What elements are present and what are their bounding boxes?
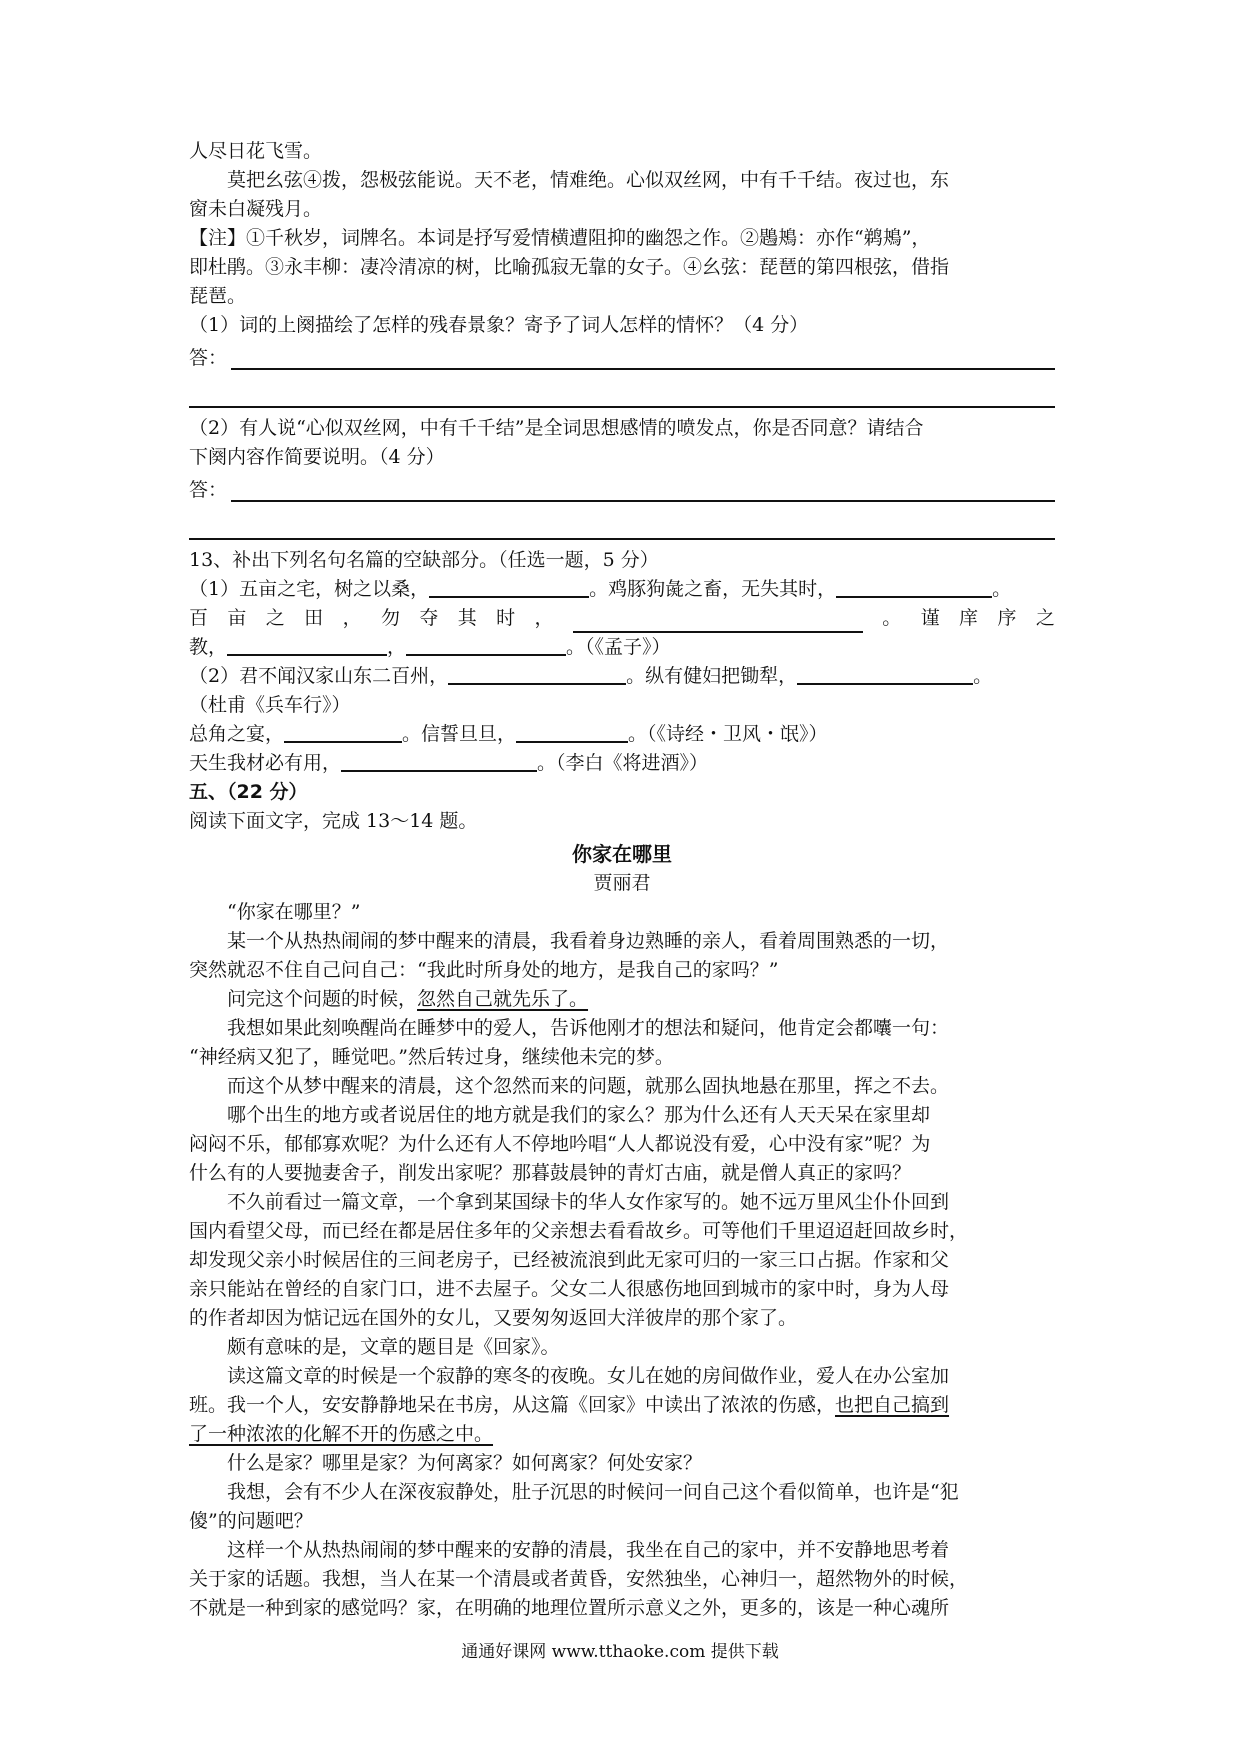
blank-prompt: 总角之宴， <box>189 723 285 745</box>
blank-prompt: 。 <box>973 665 993 687</box>
blank-prompt: 。 <box>992 578 1012 600</box>
content-column <box>189 137 1055 1623</box>
article-paragraph <box>189 1420 1055 1449</box>
text-char: 夺 <box>419 607 439 629</box>
blank-prompt: 。（《诗经・卫风・氓》） <box>628 723 828 745</box>
answer-line[interactable] <box>231 478 1055 502</box>
question-12-2: 下阕内容作简要说明。（4 分） <box>189 446 445 468</box>
fill-blank-line <box>189 662 1055 691</box>
text-char: 勿 <box>380 607 400 629</box>
paragraph-text: 问完这个问题的时候， <box>227 988 418 1010</box>
article-paragraph: “你家在哪里？” <box>227 901 361 923</box>
blank-prompt: ， <box>387 636 407 658</box>
answer-line[interactable] <box>231 346 1055 370</box>
article-paragraph: 什么是家？哪里是家？为何离家？如何离家？何处安家？ <box>227 1452 703 1474</box>
blank[interactable] <box>448 663 626 685</box>
blank[interactable] <box>797 663 973 685</box>
fill-blank-line <box>189 720 1055 749</box>
article-paragraph: 国内看望父母，而已经在都是居住多年的父亲想去看看故乡。可等他们千里迢迢赶回故乡时， <box>189 1220 969 1242</box>
fill-blank-line <box>189 749 1055 778</box>
article-paragraph: 而这个从梦中醒来的清晨，这个忽然而来的问题，就那么固执地悬在那里，挥之不去。 <box>227 1075 950 1097</box>
answer-label: 答： <box>189 347 228 369</box>
article-paragraph: 不就是一种到家的感觉吗？家，在明确的地理位置所示意义之外，更多的，该是一种心魂所 <box>189 1597 950 1619</box>
text-char: 百 <box>189 607 209 629</box>
blank-prompt: 。信誓旦旦， <box>402 723 517 745</box>
article-title: 你家在哪里 <box>572 842 672 866</box>
text-char: 之 <box>1035 607 1055 629</box>
article-paragraph: 关于家的话题。我想，当人在某一个清晨或者黄昏，安然独坐，心神归一，超然物外的时候， <box>189 1568 969 1590</box>
article-paragraph: 我想，会有不少人在深夜寂静处，肚子沉思的时候问一问自己这个看似简单，也许是“犯 <box>227 1481 959 1503</box>
fill-blank-line <box>189 633 1055 662</box>
section-instruction: 阅读下面文字，完成 13～14 题。 <box>189 810 478 832</box>
blank-prompt: （2）君不闻汉家山东二百州， <box>189 665 449 687</box>
article-paragraph: 傻”的问题吧？ <box>189 1510 313 1532</box>
article-paragraph: 某一个从热热闹闹的梦中醒来的清晨，我看着身边熟睡的亲人，看着周围熟悉的一切， <box>227 930 950 952</box>
page-footer: 通通好课网 www.tthaoke.com 提供下载 <box>461 1642 779 1662</box>
answer-line[interactable] <box>189 404 1055 408</box>
answer-row <box>189 472 1055 502</box>
article-paragraph: 突然就忍不住自己问自己：“我此时所身处的地方，是我自己的家吗？” <box>189 959 779 981</box>
text-char: 之 <box>265 607 285 629</box>
poem-note: 即杜鹃。③永丰柳：凄冷清凉的树，比喻孤寂无靠的女子。④幺弦：琵琶的第四根弦，借指 <box>189 256 950 278</box>
question-12-1: （1）词的上阕描绘了怎样的残春景象？寄予了词人怎样的情怀？（4 分） <box>189 314 809 336</box>
question-13-heading: 13、补出下列名句名篇的空缺部分。（任选一题，5 分） <box>189 549 659 571</box>
underlined-sentence: 忽然自己就先乐了。 <box>417 988 589 1010</box>
article-paragraph <box>189 985 1055 1014</box>
article-paragraph <box>189 1391 1055 1420</box>
text-char: ， <box>342 607 362 629</box>
poem-line: 窗未白凝残月。 <box>189 198 323 220</box>
paragraph-text: 班。我一个人，安安静静地呆在书房，从这篇《回家》中读出了浓浓的伤感， <box>189 1394 836 1416</box>
article-paragraph: 却发现父亲小时候居住的三间老房子，已经被流浪到此无家可归的一家三口占据。作家和父 <box>189 1249 950 1271</box>
blank[interactable] <box>516 721 628 743</box>
blank-prompt: 。纵有健妇把锄犁， <box>626 665 798 687</box>
article-paragraph: 哪个出生的地方或者说居住的地方就是我们的家么？那为什么还有人天天呆在家里却 <box>227 1104 931 1126</box>
poem-note: 【注】①千秋岁，词牌名。本词是抒写爱情横遭阻抑的幽怨之作。②鶗鴂：亦作“鹈鴂”， <box>189 227 931 249</box>
fill-blank-line: （杜甫《兵车行》） <box>189 694 351 716</box>
text-char: 序 <box>997 607 1017 629</box>
article-paragraph: 什么有的人要抛妻舍子，削发出家呢？那暮鼓晨钟的青灯古庙，就是僧人真正的家吗？ <box>189 1162 912 1184</box>
text-char: ， <box>534 607 554 629</box>
blank-prompt: 天生我材必有用， <box>189 752 342 774</box>
blank-prompt: 。（《孟子》） <box>566 636 671 658</box>
article-paragraph: “神经病又犯了，睡觉吧。”然后转过身，继续他未完的梦。 <box>189 1046 674 1068</box>
article-paragraph: 我想如果此刻唤醒尚在睡梦中的爱人，告诉他刚才的想法和疑问，他肯定会都囔一句： <box>227 1017 950 1039</box>
article-paragraph: 亲只能站在曾经的自家门口，进不去屋子。父女二人很感伤地回到城市的家中时，身为人母 <box>189 1278 950 1300</box>
blank[interactable] <box>227 634 387 656</box>
question-12-2: （2）有人说“心似双丝网，中有千千结”是全词思想感情的喷发点，你是否同意？请结合 <box>189 417 924 439</box>
blank[interactable] <box>573 611 863 633</box>
text-char: 谨 <box>920 607 940 629</box>
fill-blank-line <box>189 604 1055 633</box>
underlined-sentence: 了一种浓浓的化解不开的伤感之中。 <box>189 1423 494 1445</box>
article-author: 贾丽君 <box>593 872 651 894</box>
article-paragraph: 这样一个从热热闹闹的梦中醒来的安静的清晨，我坐在自己的家中，并不安静地思考着 <box>227 1539 950 1561</box>
poem-line: 人尽日花飞雪。 <box>189 140 323 162</box>
article-paragraph: 颇有意味的是，文章的题目是《回家》。 <box>227 1336 560 1358</box>
answer-label: 答： <box>189 479 228 501</box>
poem-line: 莫把幺弦④拨，怨极弦能说。天不老，情难绝。心似双丝网，中有千千结。夜过也，东 <box>227 169 950 191</box>
text-char: 。 <box>882 607 902 629</box>
section-heading: 五、（22 分） <box>189 781 308 803</box>
text-char: 庠 <box>959 607 979 629</box>
blank-prompt: 。（李白《将进酒》） <box>537 752 709 774</box>
fill-blank-line <box>189 575 1055 604</box>
poem-note: 琵琶。 <box>189 285 247 307</box>
blank[interactable] <box>429 576 589 598</box>
blank[interactable] <box>284 721 402 743</box>
text-char: 亩 <box>227 607 247 629</box>
blank[interactable] <box>836 576 992 598</box>
article-paragraph: 不久前看过一篇文章，一个拿到某国绿卡的华人女作家写的。她不远万里风尘仆仆回到 <box>227 1191 950 1213</box>
article-paragraph: 的作者却因为惦记远在国外的女儿，又要匆匆返回大洋彼岸的那个家了。 <box>189 1307 798 1329</box>
article-paragraph: 闷闷不乐，郁郁寡欢呢？为什么还有人不停地吟唱“人人都说没有爱，心中没有家”呢？为 <box>189 1133 931 1155</box>
answer-line[interactable] <box>189 536 1055 540</box>
blank[interactable] <box>406 634 566 656</box>
underlined-sentence: 也把自己搞到 <box>835 1394 950 1416</box>
blank-prompt: （1）五亩之宅，树之以桑， <box>189 578 430 600</box>
article-paragraph: 读这篇文章的时候是一个寂静的寒冬的夜晚。女儿在她的房间做作业，爱人在办公室加 <box>227 1365 950 1387</box>
blank-prompt: 教， <box>189 636 228 658</box>
answer-row <box>189 340 1055 370</box>
blank[interactable] <box>341 750 537 772</box>
text-char: 时 <box>496 607 516 629</box>
blank-prompt: 。鸡豚狗彘之畜，无失其时， <box>589 578 837 600</box>
text-char: 田 <box>304 607 324 629</box>
text-char: 其 <box>457 607 477 629</box>
